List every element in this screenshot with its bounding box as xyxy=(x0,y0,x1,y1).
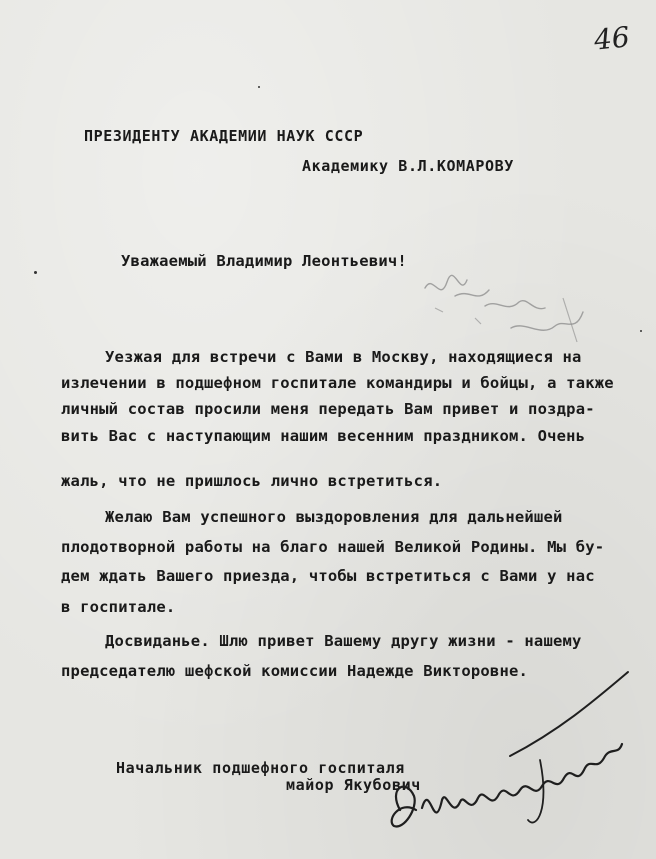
signoff-line-2: майор Якубович xyxy=(286,776,421,794)
archive-page-number: 46 xyxy=(592,20,632,57)
addressee-line-1: ПРЕЗИДЕНТУ АКАДЕМИИ НАУК СССР xyxy=(84,127,364,145)
signature-icon xyxy=(360,660,650,850)
scan-speck xyxy=(34,271,37,274)
handwritten-resolution-icon xyxy=(415,268,595,358)
body-line-9: в госпитале. xyxy=(61,598,176,616)
body-line-4: вить Вас с наступающим нашим весенним праздником. Очень xyxy=(61,427,586,445)
body-line-11: председателю шефской комиссии Надежде Викторовне. xyxy=(61,662,529,680)
body-line-10: Досвиданье. Шлю привет Вашему другу жизни - нашему xyxy=(105,632,582,650)
body-line-8: дем ждать Вашего приезда, чтобы встретиться с Вами у нас xyxy=(61,567,595,585)
signoff-line-1: Начальник подшефного госпиталя xyxy=(116,759,405,777)
body-line-3: личный состав просили меня передать Вам привет и поздра- xyxy=(61,400,595,418)
body-line-5: жаль, что не пришлось лично встретиться. xyxy=(61,472,443,490)
scan-speck xyxy=(258,86,260,88)
body-line-7: плодотворной работы на благо нашей Великой Родины. Мы бу- xyxy=(61,538,605,556)
body-line-6: Желаю Вам успешного выздоровления для дальнейшей xyxy=(105,508,563,526)
body-line-2: излечении в подшефном госпитале командиры и бойцы, а также xyxy=(61,374,614,392)
body-line-1: Уезжая для встречи с Вами в Москву, находящиеся на xyxy=(105,348,582,366)
scan-speck xyxy=(640,330,642,332)
addressee-line-2: Академику В.Л.КОМАРОВУ xyxy=(302,157,514,175)
salutation: Уважаемый Владимир Леонтьевич! xyxy=(121,252,407,270)
